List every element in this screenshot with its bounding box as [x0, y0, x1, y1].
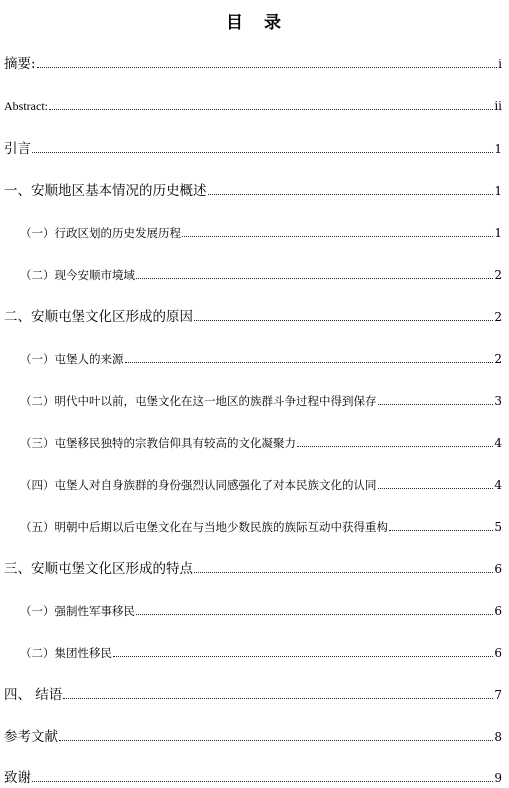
toc-entry-page: 2: [494, 310, 502, 324]
toc-entry-text: 引言: [4, 141, 31, 157]
toc-entry-page: 1: [494, 184, 502, 198]
dot-leader: [297, 446, 493, 447]
toc-entry-page: 9: [494, 771, 502, 785]
toc-entry[interactable]: [4, 94, 502, 114]
toc-entry-text: 致谢: [4, 770, 31, 786]
dot-leader: [136, 614, 493, 615]
toc-entry[interactable]: [4, 179, 502, 199]
toc-entry-page: 1: [494, 226, 502, 240]
toc-entry-page: 5: [494, 520, 502, 534]
toc-entry[interactable]: [4, 221, 502, 241]
toc-entry-text: 摘要:: [4, 56, 36, 72]
toc-entry-page: 7: [494, 688, 502, 702]
toc-entry-text: （二）明代中叶以前，屯堡文化在这一地区的族群斗争过程中得到保存: [20, 394, 377, 408]
toc-entry-page: 4: [494, 478, 502, 492]
toc-entry-page: 6: [494, 646, 502, 660]
toc-entry[interactable]: [4, 137, 502, 157]
dot-leader: [63, 698, 493, 699]
toc-entry[interactable]: [4, 599, 502, 619]
toc-entry[interactable]: [4, 263, 502, 283]
toc-entry-text: 一、安顺地区基本情况的历史概述: [4, 183, 207, 199]
toc-entry-page: 6: [494, 604, 502, 618]
toc-entry-page: 1: [494, 142, 502, 156]
toc-entry-page: 8: [494, 730, 502, 744]
toc-entry-text: （一）强制性军事移民: [20, 604, 135, 618]
toc-entry-page: 2: [494, 268, 502, 282]
toc-entry[interactable]: [4, 766, 502, 786]
toc-entry-page: i: [498, 57, 502, 71]
toc-entry-page: 2: [494, 352, 502, 366]
dot-leader: [378, 488, 494, 489]
toc-entry[interactable]: [4, 683, 502, 703]
toc-entry-text: （五）明朝中后期以后屯堡文化在与当地少数民族的族际互动中获得重构: [20, 520, 388, 534]
toc-entry-page: 6: [494, 562, 502, 576]
toc-entry-text: （三）屯堡移民独特的宗教信仰具有较高的文化凝聚力: [20, 436, 296, 450]
toc-entry[interactable]: [4, 389, 502, 409]
dot-leader: [194, 320, 493, 321]
toc-entry[interactable]: [4, 473, 502, 493]
toc-entry-page: ii: [494, 99, 502, 113]
toc-entry-text: （一）屯堡人的来源: [20, 352, 124, 366]
toc-entry[interactable]: [4, 641, 502, 661]
toc-entry-text: Abstract:: [4, 99, 48, 113]
toc-entry[interactable]: [4, 305, 502, 325]
toc-entry[interactable]: [4, 515, 502, 535]
toc-entry[interactable]: [4, 347, 502, 367]
toc-entry-text: （二）集团性移民: [20, 646, 112, 660]
toc-entry-text: （一）行政区划的历史发展历程: [20, 226, 181, 240]
toc-entry[interactable]: [4, 52, 502, 72]
toc-entry[interactable]: [4, 431, 502, 451]
toc-entry-text: 二、安顺屯堡文化区形成的原因: [4, 309, 193, 325]
toc-entry-text: 四、 结语: [4, 687, 63, 703]
dot-leader: [208, 194, 494, 195]
dot-leader: [37, 67, 498, 68]
dot-leader: [136, 278, 493, 279]
dot-leader: [182, 236, 493, 237]
toc-entry[interactable]: [4, 725, 502, 745]
toc-entry[interactable]: [4, 557, 502, 577]
dot-leader: [125, 362, 494, 363]
toc-entry-text: （四）屯堡人对自身族群的身份强烈认同感强化了对本民族文化的认同: [20, 478, 377, 492]
toc-entry-page: 4: [494, 436, 502, 450]
page-title: 目 录: [226, 13, 283, 33]
dot-leader: [59, 740, 493, 741]
dot-leader: [194, 572, 493, 573]
dot-leader: [389, 530, 493, 531]
toc-entry-page: 3: [494, 394, 502, 408]
dot-leader: [378, 404, 494, 405]
dot-leader: [32, 152, 493, 153]
dot-leader: [49, 109, 493, 110]
dot-leader: [32, 781, 493, 782]
toc-entry-text: 三、安顺屯堡文化区形成的特点: [4, 561, 193, 577]
toc-entry-text: （二）现今安顺市境域: [20, 268, 135, 282]
toc-entry-text: 参考文献: [4, 729, 58, 745]
dot-leader: [113, 656, 493, 657]
